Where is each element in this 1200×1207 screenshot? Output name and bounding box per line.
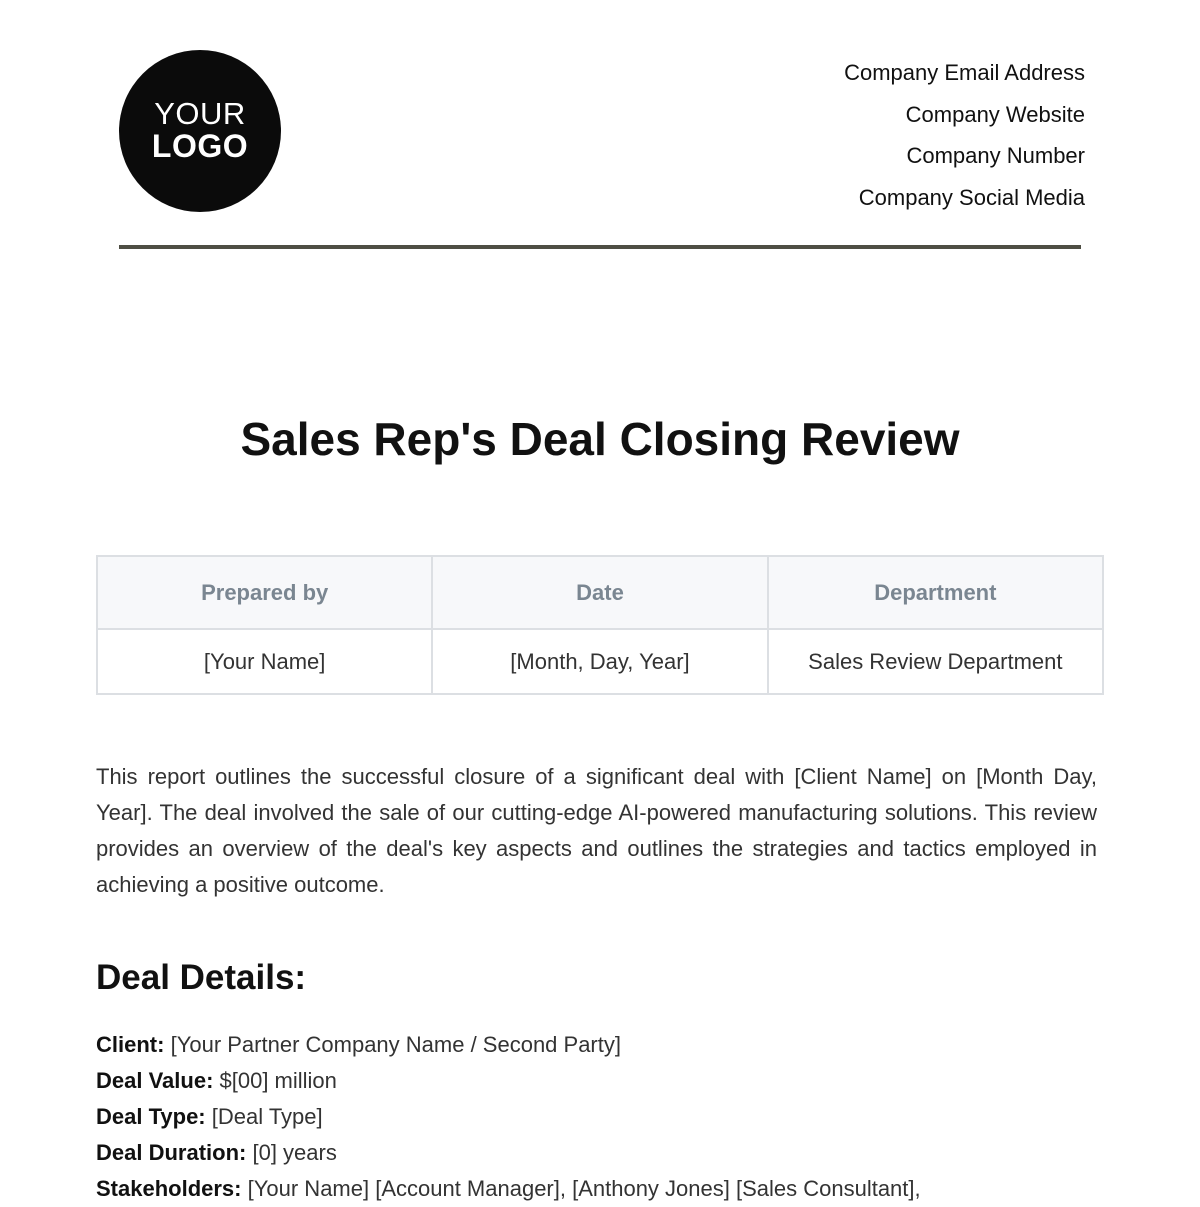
meta-header-date: Date [432,556,767,629]
deal-detail-duration [96,1135,1097,1171]
deal-detail-label: Client: [96,1032,165,1057]
deal-detail-value: [Deal Type] [211,1104,323,1129]
meta-value-date: [Month, Day, Year] [432,629,767,694]
deal-detail-label: Deal Value: [96,1068,214,1093]
company-number: Company Number [906,143,1085,168]
deal-detail-value: [Your Partner Company Name / Second Party] [170,1032,621,1057]
meta-table [96,555,1104,695]
deal-detail-label: Deal Type: [96,1104,206,1129]
deal-detail-value-row [96,1063,1097,1099]
company-logo [119,50,281,212]
company-contact-block [844,52,1085,218]
company-social-media: Company Social Media [858,184,1085,210]
deal-detail-value: [0] years [252,1140,337,1165]
company-email: Company Email Address [844,60,1085,85]
deal-details-heading: Deal Details: [96,958,307,997]
deal-detail-label: Deal Duration: [96,1140,247,1165]
deal-detail-stakeholders [96,1171,1097,1207]
header-divider [119,245,1081,249]
company-website: Company Website [905,101,1085,127]
meta-table-header-row [97,556,1103,629]
deal-detail-label: Stakeholders: [96,1176,242,1201]
document-title: Sales Rep's Deal Closing Review [240,413,960,465]
deal-detail-type [96,1099,1097,1135]
meta-table-value-row [97,629,1103,694]
logo-line-2: LOGO [151,128,249,165]
logo-line-1: YOUR [154,95,246,131]
deal-detail-client [96,1027,1097,1063]
intro-paragraph: This report outlines the successful closure of a significant deal with [Client Name] on [Month Day, Year]. The deal involved the sale of our cutting-edge AI-powered manufacturing solutions. This review provides an overview of the deal's key aspects and outlines the strategies and tactics employed in achieving a positive outcome. [96,764,1097,897]
deal-details-list [96,1027,1097,1207]
meta-header-prepared-by: Prepared by [97,556,432,629]
meta-header-department: Department [768,556,1103,629]
meta-value-prepared-by: [Your Name] [97,629,432,694]
deal-detail-value: $[00] million [219,1068,337,1093]
meta-value-department: Sales Review Department [768,629,1103,694]
deal-detail-value: [Your Name] [Account Manager], [Anthony Jones] [Sales Consultant], [247,1176,921,1201]
